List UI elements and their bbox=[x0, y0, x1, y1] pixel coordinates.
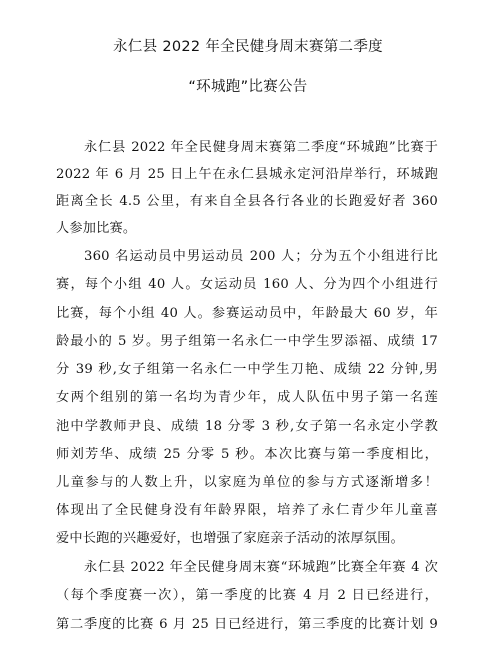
paragraph-2-line: 赛，每个小组 40 人。女运动员 160 人、分为四个小组进行 bbox=[56, 277, 438, 292]
paragraph-1-line: 2022 年 6 月 25 日上午在永仁县城永定河沿岸举行，环城跑 bbox=[56, 167, 438, 182]
document-title: 永仁县 2022 年全民健身周末赛第二季度 bbox=[113, 39, 383, 55]
paragraph-1-line: 永仁县 2022 年全民健身周末赛第二季度“环城跑”比赛于 bbox=[84, 140, 438, 155]
paragraph-2-line: 龄最小的 5 岁。男子组第一名永仁一中学生罗添福、成绩 17 bbox=[56, 334, 438, 349]
paragraph-2-line: 池中学教师尹良、成绩 18 分零 3 秒,女子第一名永定小学教 bbox=[56, 419, 438, 434]
paragraph-2-line: 爱中长跑的兴趣爱好，也增强了家庭亲子活动的浓厚氛围。 bbox=[56, 531, 405, 546]
paragraph-2-line: 儿童参与的人数上升，以家庭为单位的参与方式逐渐增多！ bbox=[56, 475, 438, 490]
paragraph-2-line: 师刘芳华、成绩 25 分零 5 秒。本次比赛与第一季度相比， bbox=[56, 447, 438, 462]
document-subtitle: “环城跑”比赛公告 bbox=[188, 79, 308, 95]
paragraph-2-line: 360 名运动员中男运动员 200 人；分为五个小组进行比 bbox=[84, 249, 438, 264]
paragraph-3-line: 第二季度的比赛 6 月 25 日已经进行，第三季度的比赛计划 9 bbox=[56, 617, 438, 632]
paragraph-2-line: 比赛，每个小组 40 人。参赛运动员中，年龄最大 60 岁，年 bbox=[56, 306, 438, 321]
paragraph-3-line: （每个季度赛一次），第一季度的比赛 4 月 2 日已经进行， bbox=[56, 588, 438, 603]
paragraph-2-line: 女两个组别的第一名均为青少年，成人队伍中男子第一名莲 bbox=[56, 390, 438, 405]
paragraph-1-line: 人参加比赛。 bbox=[56, 221, 137, 236]
paragraph-3-line: 永仁县 2022 年全民健身周末赛“环城跑”比赛全年赛 4 次 bbox=[84, 560, 438, 575]
paragraph-1-line: 距离全长 4.5 公里，有来自全县各行各业的长跑爱好者 360 bbox=[56, 194, 438, 209]
paragraph-2-line: 分 39 秒,女子组第一名永仁一中学生刀艳、成绩 22 分钟,男 bbox=[56, 362, 438, 377]
paragraph-2-line: 体现出了全民健身没有年龄界限，培养了永仁青少年儿童喜 bbox=[56, 503, 438, 518]
